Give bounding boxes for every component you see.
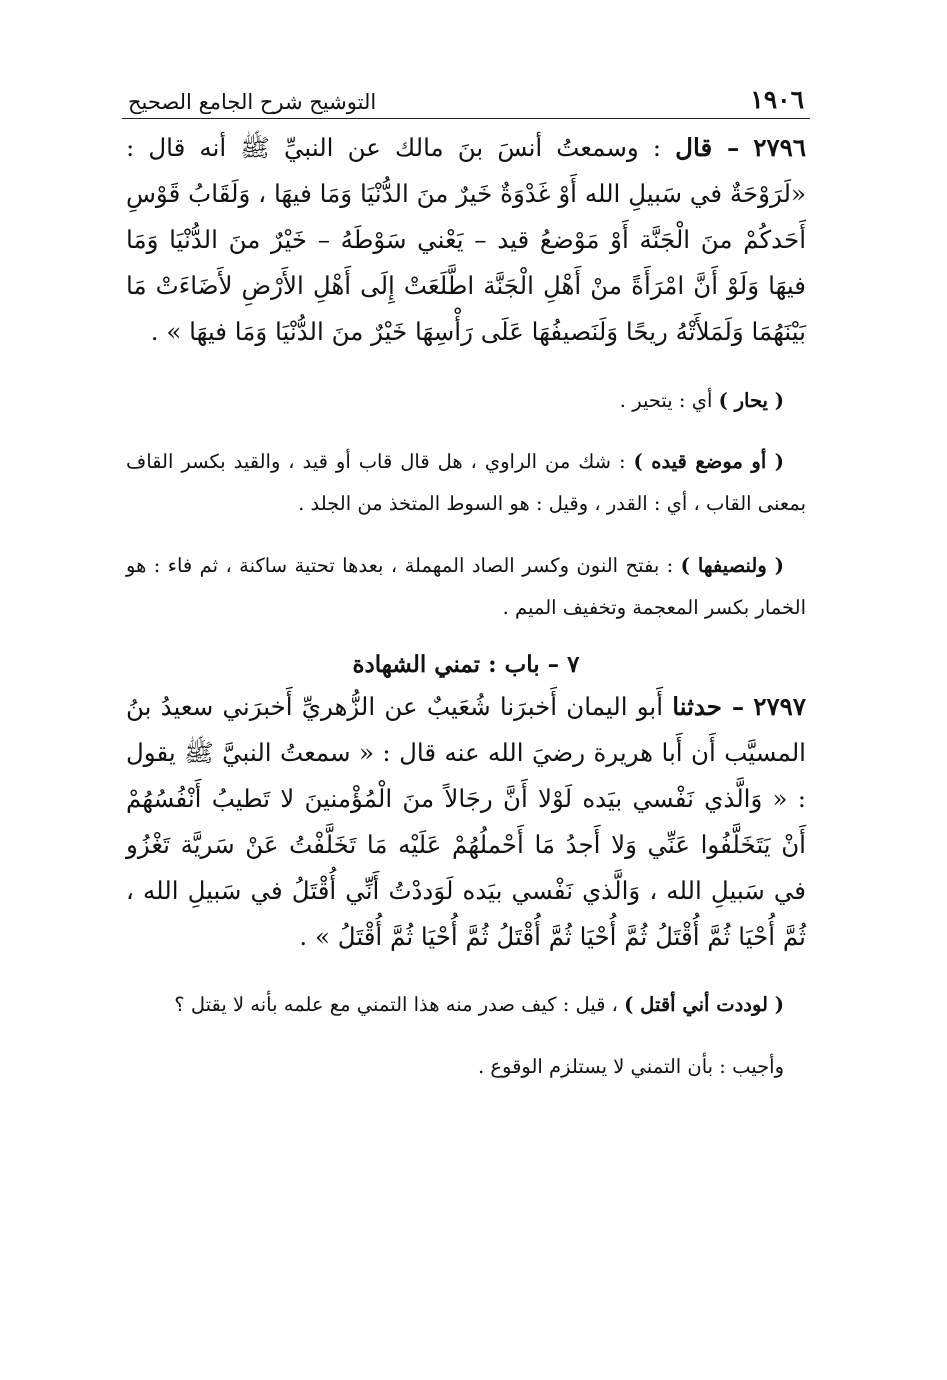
- note-term: ( يحار ): [718, 388, 784, 412]
- hadith-lead: – حدثنا: [672, 691, 745, 721]
- book-page: [122, 78, 810, 1107]
- book-title: التوشيح شرح الجامع الصحيح: [128, 90, 377, 114]
- hadith-text: : وسمعتُ أنسَ بنَ مالك عن النبيِّ ﷺ أنه قال : «لَرَوْحَةٌ في سَبيلِ الله أَوْ غَدْوَةٌ خَيرٌ منَ الدُّنْيَا وَمَا فيهَا ، وَلَقَابُ قَوْسِ أَحَدكُمْ منَ الْجَنَّة أَوْ مَوْضعُ قيد – يَعْني سَوْطَهُ – خَيْرٌ منَ الدُّنْيَا وَمَا فيهَا وَلَوْ أَنَّ امْرَأَةً منْ أَهْلِ الْجَنَّة اطَّلَعَتْ إِلَى أَهْلِ الأَرْضِ لأَضَاءَتْ مَا بَيْنَهُمَا وَلَمَلأَتْهُ ريحًا وَلَنَصيفُهَا عَلَى رَأْسِهَا خَيْرٌ منَ الدُّنْيَا وَمَا فيهَا » .: [126, 133, 806, 346]
- page-header: [122, 78, 810, 119]
- note-text: ، قيل : كيف صدر منه هذا التمني مع علمه بأنه لا يقتل ؟: [174, 993, 625, 1016]
- note-answer: [122, 1046, 810, 1088]
- note-text: : بفتح النون وكسر الصاد المهملة ، بعدها تحتية ساكنة ، ثم فاء : هو الخمار بكسر المعجمة وتخفيف الميم .: [126, 553, 806, 619]
- hadith-text: أَبو اليمان أَخبرَنا شُعَيبٌ عن الزُّهريِّ أَخبرَني سعيدُ بنُ المسيَّب أَن أَبا هريرة رضيَ الله عنه قال : « سمعتُ النبيَّ ﷺ يقول : « وَالَّذي نَفْسي بيَده لَوْلا أَنَّ رجَالاً منَ الْمُؤْمنينَ لا تَطيبُ أَنْفُسُهُمْ أَنْ يَتَخَلَّفُوا عَنِّي وَلا أَجدُ مَا أَحْملُهُمْ عَلَيْه مَا تَخَلَّفْتُ عَنْ سَريَّة تَغْزُو في سَبيلِ الله ، وَالَّذي نَفْسي بيَده لَوَددْتُ أَنِّي أُقْتَلُ في سَبيلِ الله ، ثُمَّ أُحْيَا ثُمَّ أُقْتَلُ ثُمَّ أُحْيَا ثُمَّ أُقْتَلُ ثُمَّ أُحْيَا ثُمَّ أُقْتَلُ » .: [126, 691, 806, 951]
- note-nasif: [122, 545, 810, 629]
- note-wadidtu: [122, 984, 810, 1026]
- hadith-lead: – قال: [675, 133, 740, 162]
- note-term: ( أو موضع قيده ): [633, 450, 784, 473]
- note-term: ( لوددت أني أقتل ): [624, 993, 784, 1016]
- note-yahar: [122, 380, 810, 422]
- note-text: : شك من الراوي ، هل قال قاب أو قيد ، والقيد بكسر القاف بمعنى القاب ، أي : القدر ، وقيل : هو السوط المتخذ من الجلد .: [126, 450, 806, 515]
- note-text: أي : يتحير .: [619, 388, 719, 412]
- note-mawdi-qaid: [122, 441, 810, 525]
- hadith-2796: [122, 125, 810, 355]
- hadith-number: ٢٧٩٦: [753, 133, 806, 162]
- hadith-number: ٢٧٩٧: [753, 691, 806, 721]
- note-term: ( ولنصيفها ): [680, 553, 784, 577]
- chapter-heading: ٧ – باب : تمني الشهادة: [352, 650, 580, 678]
- hadith-2797: [122, 684, 810, 960]
- note-text: وأجيب : بأن التمني لا يستلزم الوقوع .: [477, 1054, 784, 1078]
- page-number: ١٩٠٦: [750, 85, 804, 114]
